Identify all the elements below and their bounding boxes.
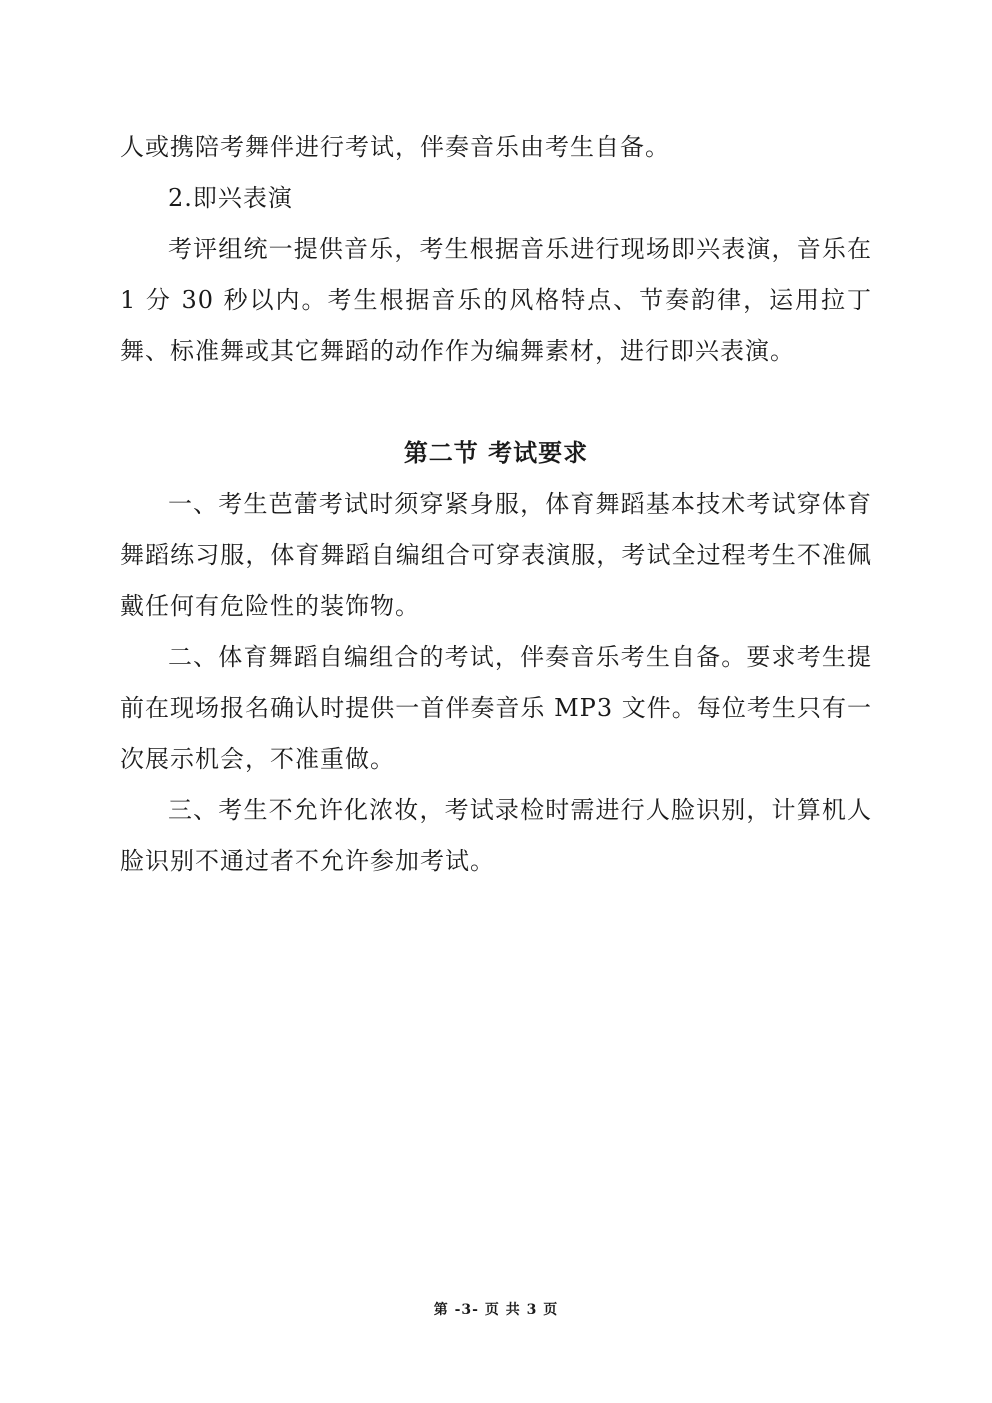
paragraph-improvisation: 考评组统一提供音乐，考生根据音乐进行现场即兴表演，音乐在 1 分 30 秒以内。考生根据音乐的风格特点、节奏韵律，运用拉丁舞、标准舞或其它舞蹈的动作作为编舞素材，进行即兴表演。 <box>120 235 872 365</box>
requirement-3: 三、考生不允许化浓妆，考试录检时需进行人脸识别，计算机人脸识别不通过者不允许参加考试。 <box>120 796 872 875</box>
document-body <box>120 122 872 887</box>
section-title: 第二节 考试要求 <box>403 439 589 467</box>
requirement-1: 一、考生芭蕾考试时须穿紧身服，体育舞蹈基本技术考试穿体育舞蹈练习服，体育舞蹈自编组合可穿表演服，考试全过程考生不准佩戴任何有危险性的装饰物。 <box>120 490 872 620</box>
requirement-2: 二、体育舞蹈自编组合的考试，伴奏音乐考生自备。要求考生提前在现场报名确认时提供一首伴奏音乐 MP3 文件。每位考生只有一次展示机会，不准重做。 <box>120 643 872 773</box>
paragraph-continuation: 人或携陪考舞伴进行考试，伴奏音乐由考生自备。 <box>120 133 670 161</box>
spacer <box>120 377 872 428</box>
subheading-improvisation: 2.即兴表演 <box>168 184 293 212</box>
page-footer: 第 -3- 页 共 3 页 <box>433 1302 559 1318</box>
